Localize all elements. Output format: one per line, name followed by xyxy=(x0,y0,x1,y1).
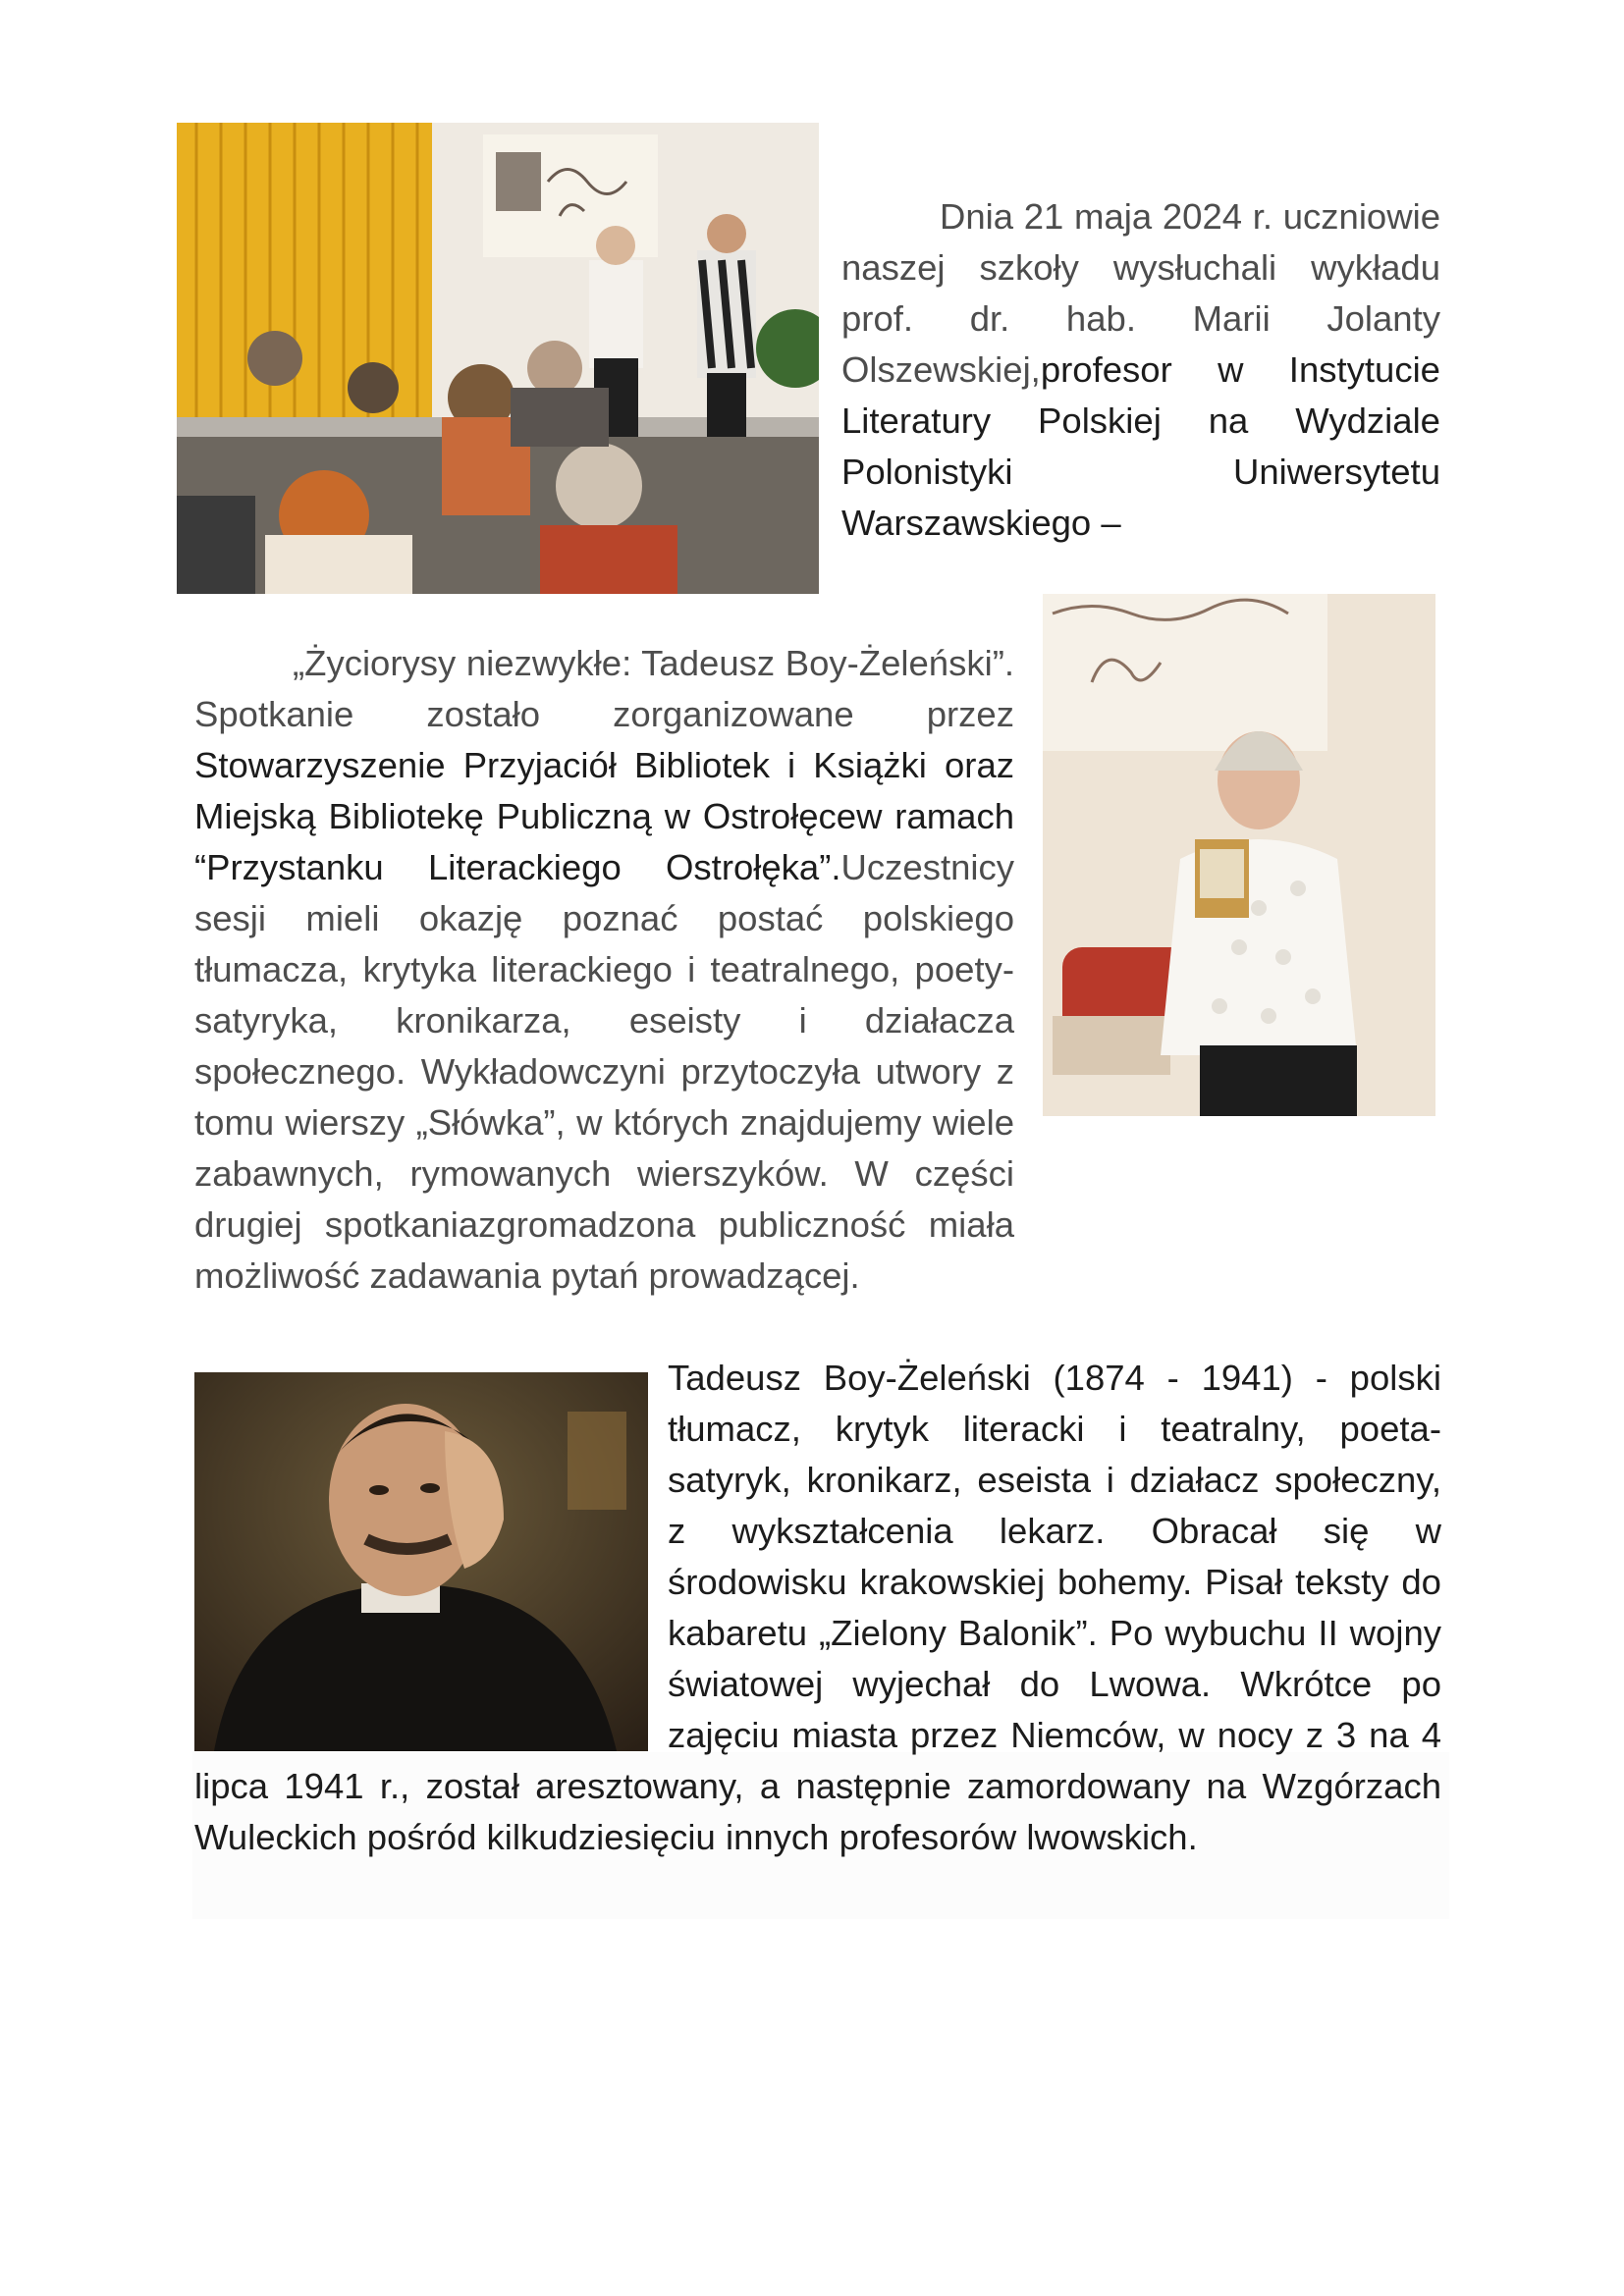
intro-paragraph-rest: profesor w Instytucie Literatury Polskiej na Wydziale Polonistyki Uniwersytetu Warszawskiego – xyxy=(841,349,1440,543)
event-paragraph-organizers: Stowarzyszenie Przyjaciół Bibliotek i Książki oraz Miejską Bibliotekę Publiczną w Ostrołęcew ramach “Przystanku Literackiego Ostrołęka”. xyxy=(194,745,1014,887)
event-paragraph-title: „Życiorysy niezwykłe: Tadeusz Boy-Żeleński”. Spotkanie zostało zorganizowane przez xyxy=(194,643,1014,734)
event-paragraph-body: Uczestnicy sesji mieli okazję poznać postać polskiego tłumacza, krytyka literackiego i teatralnego, poety-satyryka, kronikarza, eseisty i działacza społecznego. Wykładowczyni przytoczyła utwory z tomu wierszy „Słówka”, w których znajdujemy wiele zabawnych, rymowanych wierszyków. W części drugiej spotkaniazgromadzona publiczność miała możliwość zadawania pytań prowadzącej. xyxy=(194,847,1014,1296)
speaker-photo xyxy=(1043,594,1435,1116)
biography-paragraph-text: Tadeusz Boy-Żeleński (1874 - 1941) - polski tłumacz, krytyk literacki i teatralny, poeta-satyryk, kronikarz, eseista i działacz społeczny, z wykształcenia lekarz. Obracał się w środowisku krakowskiej bohemy. Pisał teksty do kabaretu „Zielony Balonik”. Po wybuchu II wojny światowej wyjechał do Lwowa. Wkrótce po zajęciu miasta przez Niemców, w nocy z 3 na 4 lipca 1941 r., został aresztowany, a następnie zamordowany na Wzgórzach Wuleckich pośród kilkudziesięciu innych profesorów lwowskich. xyxy=(194,1358,1441,1857)
biography-paragraph xyxy=(194,1353,1441,1863)
lecture-photo xyxy=(177,123,819,594)
intro-paragraph-lead: Dnia 21 maja 2024 r. uczniowie naszej szkoły wysłuchali wykładu prof. dr. hab. Marii Jolanty Olszewskiej, xyxy=(841,196,1440,390)
intro-paragraph xyxy=(841,191,1440,549)
portrait-float-spacer xyxy=(194,1353,668,1745)
event-paragraph xyxy=(194,638,1014,1302)
